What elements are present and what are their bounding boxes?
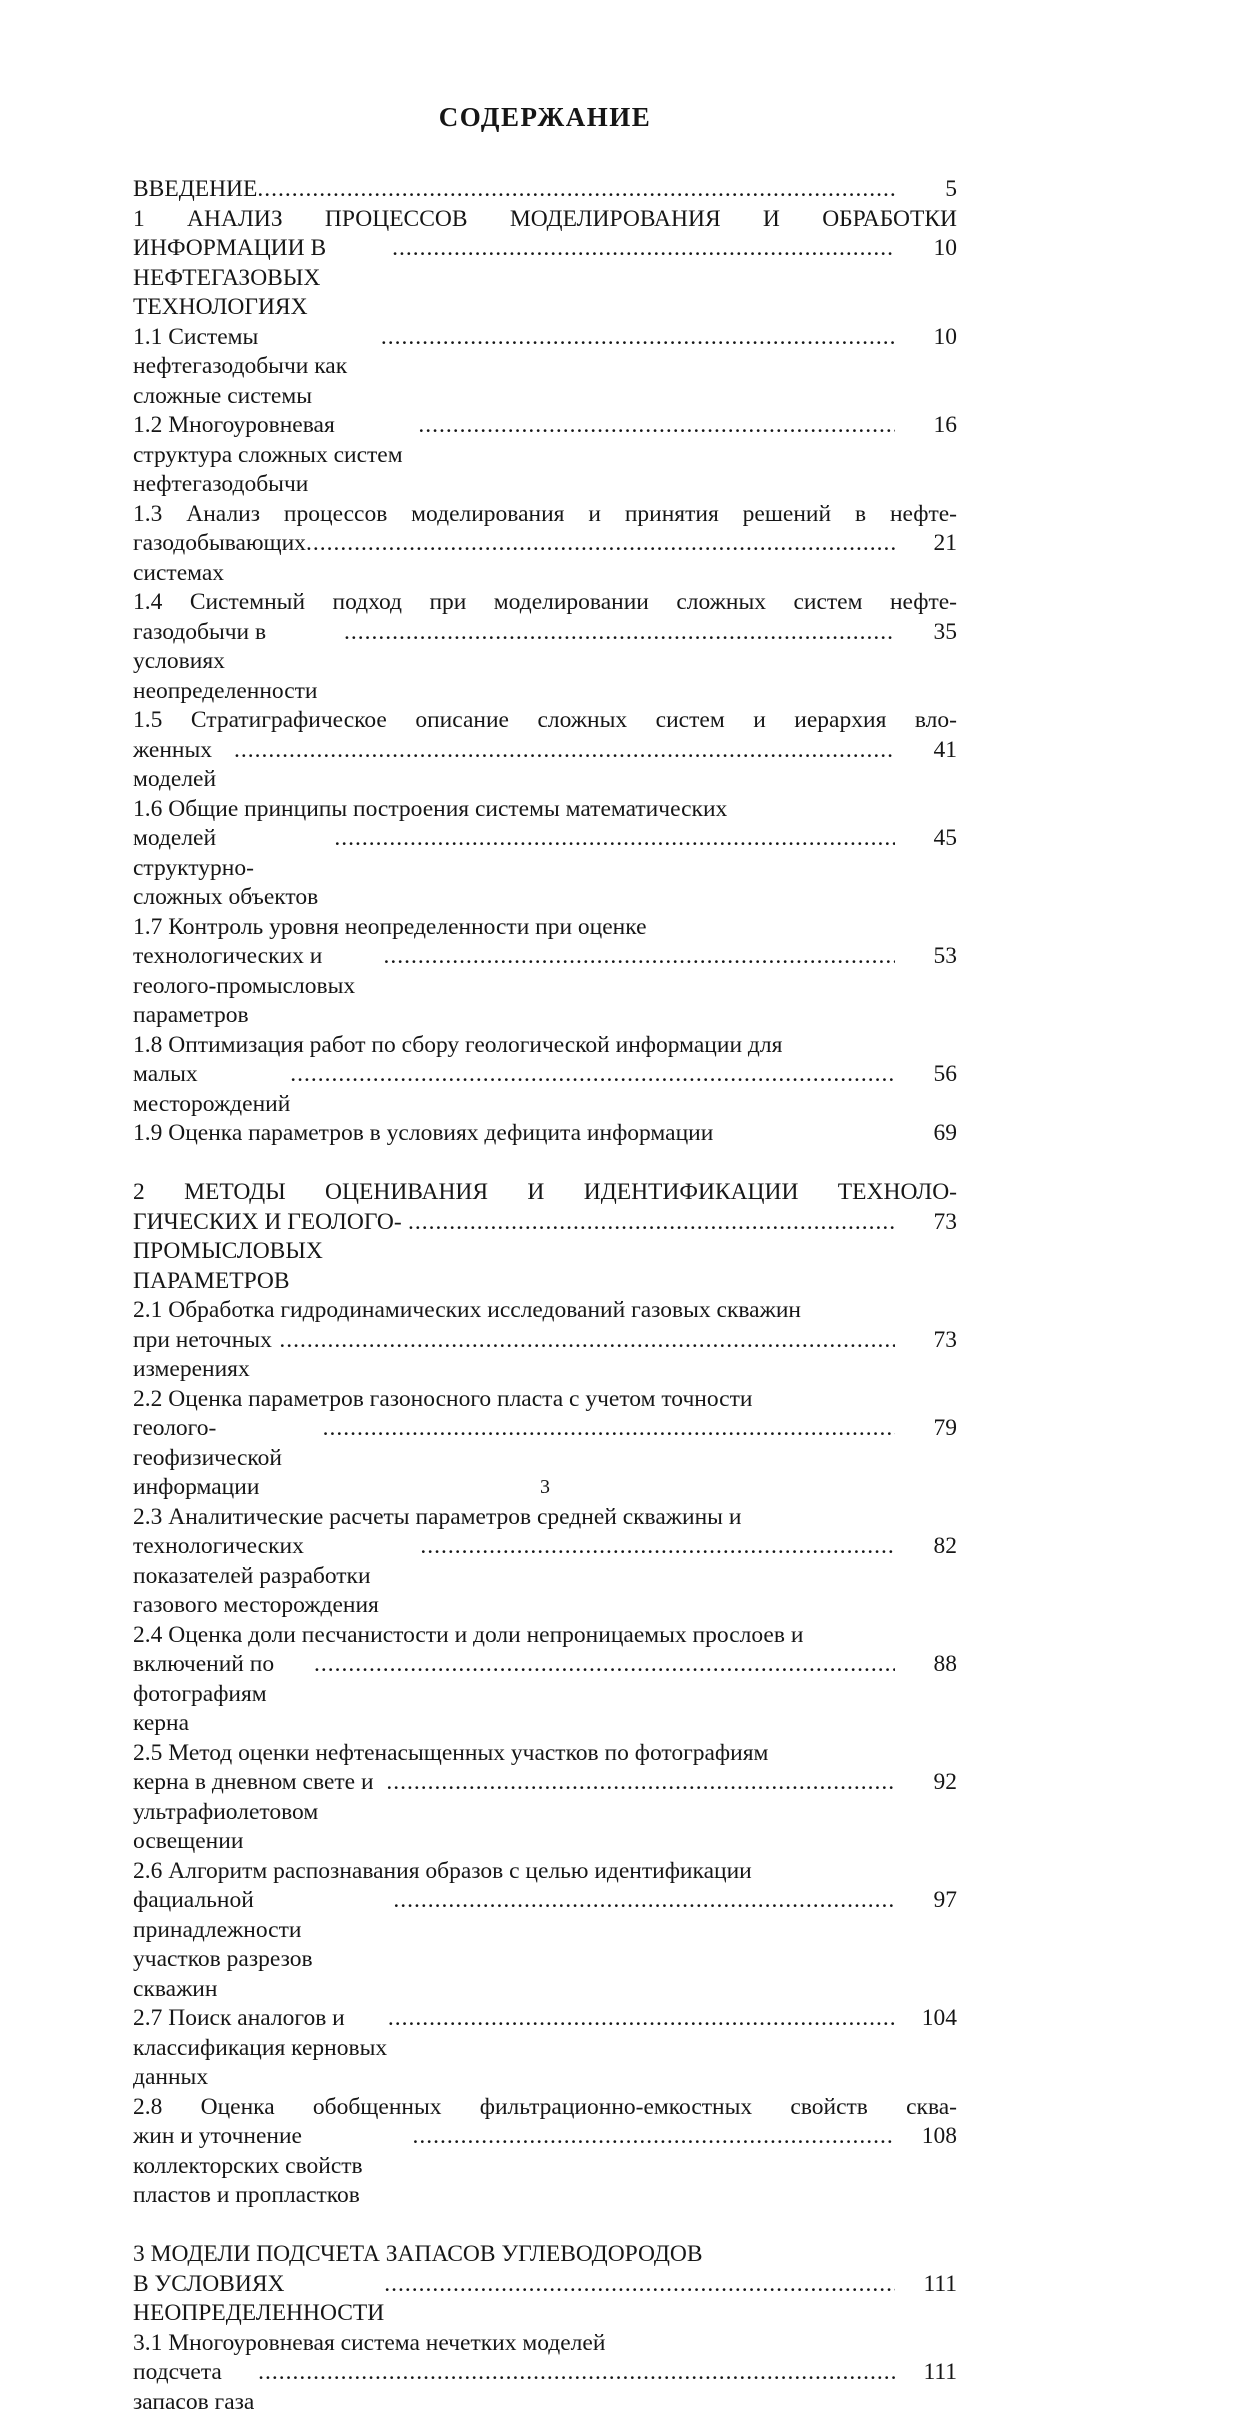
toc-entry: [133, 1119, 957, 1149]
toc-page-number: 97: [895, 1886, 957, 1916]
toc-entry-text-line: 1.6 Общие принципы построения системы математических: [133, 795, 957, 825]
toc-entry: [133, 1296, 957, 1385]
toc-entry: [133, 2004, 957, 2093]
toc-entry-title-text: керна в дневном свете и ультрафиолетовом освещении: [133, 1768, 386, 1857]
toc-entry-last-line: [133, 2358, 957, 2417]
dot-leader: [257, 175, 895, 205]
toc-entry: [133, 1621, 957, 1739]
toc-entry: [133, 2093, 957, 2211]
toc-entry: [133, 1739, 957, 1857]
toc-entry: [133, 1857, 957, 2005]
toc-entry-title-text: газодобывающих системах: [133, 529, 306, 588]
toc-entry-title-text: женных моделей: [133, 736, 234, 795]
dot-leader: [344, 618, 895, 648]
toc-entry-last-line: [133, 2122, 957, 2211]
toc-entry-last-line: [133, 2004, 957, 2093]
toc-entry-title-text: ВВЕДЕНИЕ: [133, 175, 257, 205]
toc-entry-last-line: [133, 1326, 957, 1385]
toc-entry-title-text: жин и уточнение коллекторских свойств пластов и пропластков: [133, 2122, 413, 2211]
toc-entry-title-text: ГИЧЕСКИХ И ГЕОЛОГО-ПРОМЫСЛОВЫХ ПАРАМЕТРОВ: [133, 1208, 408, 1297]
toc-entry: [133, 795, 957, 913]
toc-entry-title-text: ИНФОРМАЦИИ В НЕФТЕГАЗОВЫХ ТЕХНОЛОГИЯХ: [133, 234, 392, 323]
toc-page-number: 10: [895, 323, 957, 353]
dot-leader: [418, 411, 895, 441]
dot-leader: [279, 1326, 895, 1356]
toc-page-number: 10: [895, 234, 957, 264]
toc-list: [133, 175, 957, 2417]
dot-leader: [408, 1208, 895, 1238]
toc-entry: [133, 175, 957, 205]
toc-entry-title-text: 1.9 Оценка параметров в условиях дефицита информации: [133, 1119, 713, 1149]
toc-entry: [133, 588, 957, 706]
toc-entry-title-text: моделей структурно-сложных объектов: [133, 824, 334, 913]
toc-entry-last-line: [133, 2270, 957, 2329]
dot-leader: [290, 1060, 895, 1090]
dot-leader: [258, 2358, 895, 2388]
toc-entry-text-line: 2.8 Оценка обобщенных фильтрационно-емкостных свойств сква-: [133, 2093, 957, 2123]
toc-entry: [133, 2240, 957, 2329]
dot-leader: [384, 942, 895, 972]
toc-entry-title-text: технологических и геолого-промысловых параметров: [133, 942, 384, 1031]
toc-entry-last-line: [133, 1886, 957, 2004]
dot-leader: [334, 824, 895, 854]
toc-entry: [133, 2329, 957, 2417]
toc-entry-title-text: технологических показателей разработки газового месторождения: [133, 1532, 420, 1621]
toc-page-number: 111: [895, 2270, 957, 2300]
toc-entry: [133, 411, 957, 500]
toc-entry-text-line: 1.5 Стратиграфическое описание сложных систем и иерархия вло-: [133, 706, 957, 736]
dot-leader: [420, 1532, 895, 1562]
toc-entry-text-line: 2.5 Метод оценки нефтенасыщенных участков по фотографиям: [133, 1739, 957, 1769]
toc-entry-text-line: 2.3 Аналитические расчеты параметров средней скважины и: [133, 1503, 957, 1533]
toc-page-number: 41: [895, 736, 957, 766]
toc-entry: [133, 706, 957, 795]
toc-page-number: 111: [895, 2358, 957, 2388]
dot-leader: [234, 736, 895, 766]
toc-entry-text-line: 1 АНАЛИЗ ПРОЦЕССОВ МОДЕЛИРОВАНИЯ И ОБРАБОТКИ: [133, 205, 957, 235]
dot-leader: [393, 1886, 895, 1916]
toc-entry-title-text: 1.1 Системы нефтегазодобычи как сложные системы: [133, 323, 381, 412]
dot-leader: [388, 2004, 895, 2034]
toc-entry-last-line: [133, 824, 957, 913]
toc-entry-title-text: включений по фотографиям керна: [133, 1650, 314, 1739]
toc-entry-last-line: [133, 1768, 957, 1857]
toc-entry: [133, 1031, 957, 1120]
toc-entry: [133, 205, 957, 323]
toc-entry: [133, 1503, 957, 1621]
toc-entry-text-line: 2.6 Алгоритм распознавания образов с целью идентификации: [133, 1857, 957, 1887]
toc-entry-text-line: 1.8 Оптимизация работ по сбору геологической информации для: [133, 1031, 957, 1061]
toc-page-number: 21: [895, 529, 957, 559]
toc-entry-text-line: 3 МОДЕЛИ ПОДСЧЕТА ЗАПАСОВ УГЛЕВОДОРОДОВ: [133, 2240, 957, 2270]
toc-page-number: 53: [895, 942, 957, 972]
toc-entry-title-text: малых месторождений: [133, 1060, 290, 1119]
toc-entry: [133, 1178, 957, 1296]
toc-page-number: 56: [895, 1060, 957, 1090]
toc-entry-text-line: 3.1 Многоуровневая система нечетких моделей: [133, 2329, 957, 2359]
dot-leader: [306, 529, 895, 559]
toc-page-number: 73: [895, 1326, 957, 1356]
dot-leader: [392, 234, 895, 264]
dot-leader: [386, 1768, 895, 1798]
toc-page-number: 92: [895, 1768, 957, 1798]
toc-page-number: 69: [895, 1119, 957, 1149]
toc-entry-text-line: 2.2 Оценка параметров газоносного пласта с учетом точности: [133, 1385, 957, 1415]
toc-entry-last-line: [133, 1650, 957, 1739]
toc-entry-last-line: [133, 1208, 957, 1297]
dot-leader: [413, 2122, 895, 2152]
toc-entry: [133, 323, 957, 412]
toc-entry-last-line: [133, 618, 957, 707]
toc-page-number: 104: [895, 2004, 957, 2034]
toc-entry-last-line: [133, 529, 957, 588]
dot-leader: [381, 323, 895, 353]
toc-entry-title-text: 2.7 Поиск аналогов и классификация керновых данных: [133, 2004, 388, 2093]
toc-page-number: 16: [895, 411, 957, 441]
toc-page-number: 35: [895, 618, 957, 648]
toc-page-number: 73: [895, 1208, 957, 1238]
toc-entry: [133, 500, 957, 589]
toc-entry-last-line: [133, 736, 957, 795]
toc-entry-last-line: [133, 411, 957, 500]
toc-page-number: 45: [895, 824, 957, 854]
toc-entry-title-text: при неточных измерениях: [133, 1326, 279, 1385]
toc-entry-text-line: 1.7 Контроль уровня неопределенности при оценке: [133, 913, 957, 943]
toc-entry: [133, 913, 957, 1031]
toc-entry-text-line: 2.4 Оценка доли песчанистости и доли непроницаемых прослоев и: [133, 1621, 957, 1651]
toc-entry-last-line: [133, 323, 957, 412]
page-title: СОДЕРЖАНИЕ: [133, 102, 957, 133]
toc-page-number: 82: [895, 1532, 957, 1562]
toc-entry-title-text: геолого-геофизической информации: [133, 1414, 323, 1503]
footer-page-number: 3: [133, 1476, 957, 1499]
toc-entry-last-line: [133, 1119, 957, 1149]
toc-entry-title-text: газодобычи в условиях неопределенности: [133, 618, 344, 707]
toc-page-number: 108: [895, 2122, 957, 2152]
toc-entry-title-text: В УСЛОВИЯХ НЕОПРЕДЕЛЕННОСТИ: [133, 2270, 384, 2329]
toc-entry-last-line: [133, 234, 957, 323]
dot-leader: [384, 2270, 895, 2300]
page-content: [133, 102, 957, 2417]
toc-entry-text-line: 1.4 Системный подход при моделировании сложных систем нефте-: [133, 588, 957, 618]
toc-entry-last-line: [133, 1532, 957, 1621]
toc-entry-text-line: 1.3 Анализ процессов моделирования и принятия решений в нефте-: [133, 500, 957, 530]
toc-page-number: 5: [895, 175, 957, 205]
toc-entry-last-line: [133, 175, 957, 205]
toc-entry-title-text: подсчета запасов газа: [133, 2358, 258, 2417]
toc-entry-title-text: фациальной принадлежности участков разрезов скважин: [133, 1886, 393, 2004]
dot-leader: [314, 1650, 895, 1680]
toc-page-number: 79: [895, 1414, 957, 1444]
toc-entry-last-line: [133, 942, 957, 1031]
toc-page-number: 88: [895, 1650, 957, 1680]
dot-leader: [323, 1414, 895, 1444]
toc-entry-last-line: [133, 1060, 957, 1119]
toc-entry-title-text: 1.2 Многоуровневая структура сложных систем нефтегазодобычи: [133, 411, 418, 500]
toc-entry-text-line: 2.1 Обработка гидродинамических исследований газовых скважин: [133, 1296, 957, 1326]
toc-entry-text-line: 2 МЕТОДЫ ОЦЕНИВАНИЯ И ИДЕНТИФИКАЦИИ ТЕХНОЛО-: [133, 1178, 957, 1208]
